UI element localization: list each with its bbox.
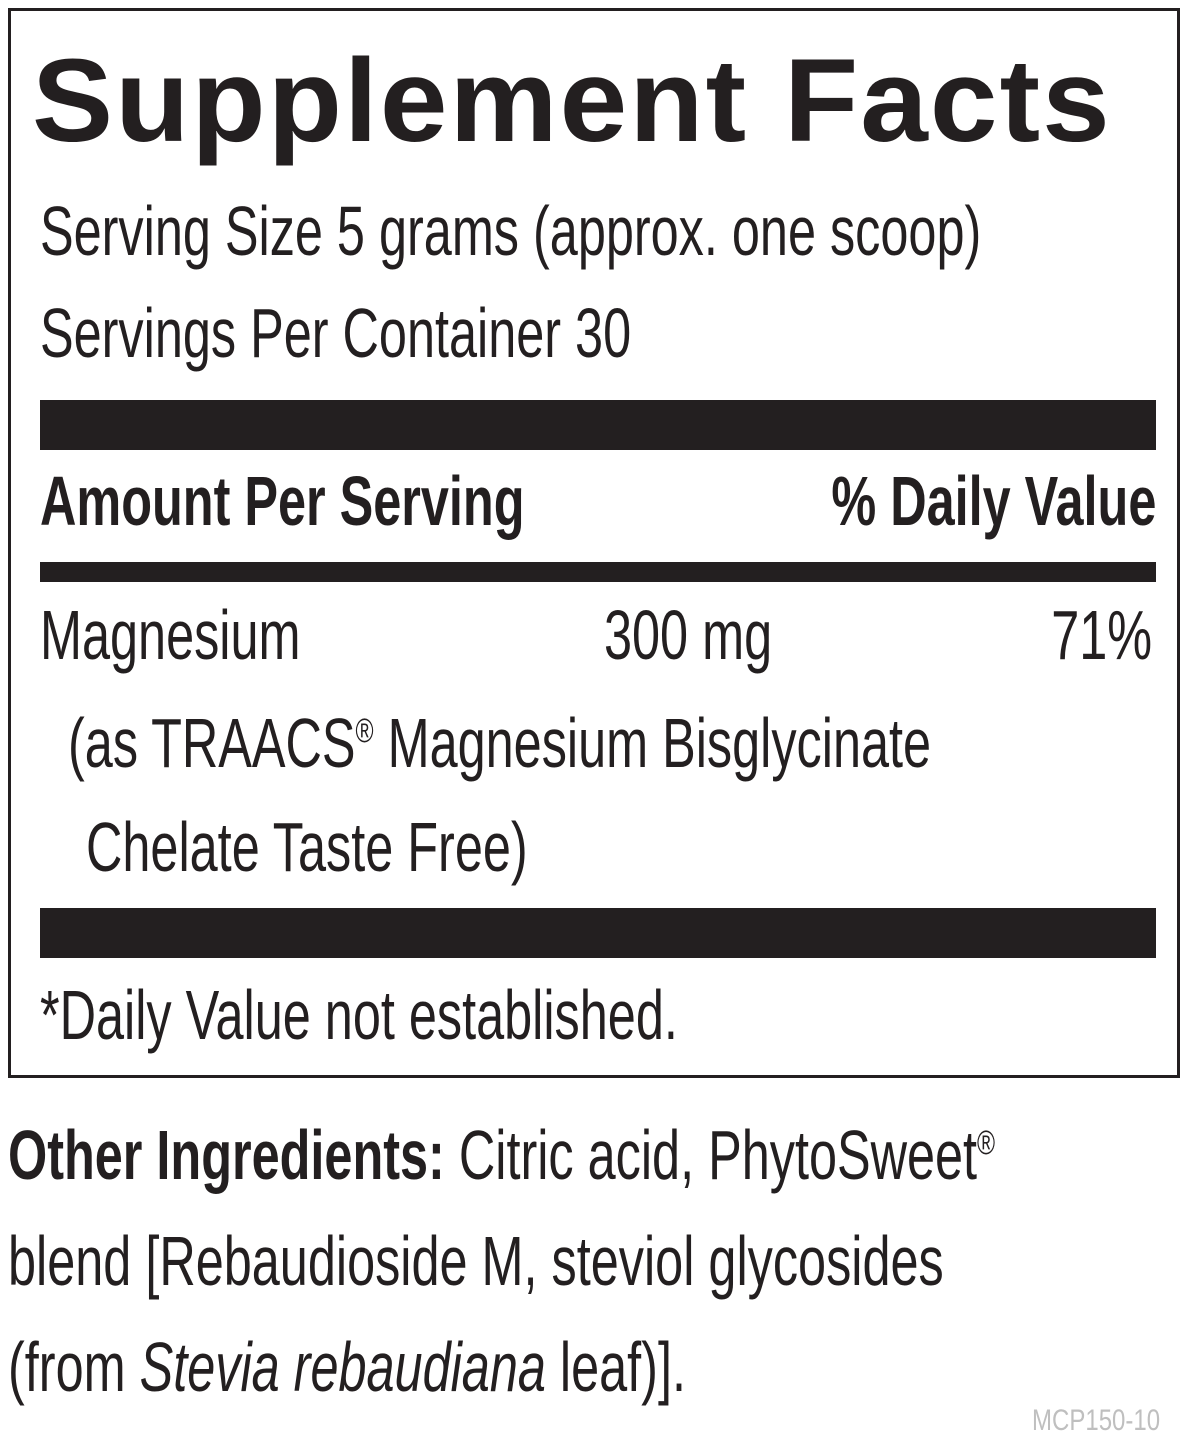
registered-mark-2: ®: [977, 1124, 996, 1162]
product-code: MCP150-10: [1031, 1404, 1160, 1437]
divider-thick-bottom: [40, 908, 1156, 958]
divider-medium: [40, 562, 1156, 582]
other-ingredients-heading: Other Ingredients:: [8, 1116, 445, 1194]
other-ingredients-line-2: blend [Rebaudioside M, steviol glycosides: [8, 1222, 944, 1300]
serving-size: Serving Size 5 grams (approx. one scoop): [40, 192, 982, 270]
label-title: Supplement Facts: [32, 35, 1112, 167]
nutrient-amount: 300 mg: [604, 596, 773, 674]
registered-mark: ®: [355, 712, 374, 750]
header-amount-per-serving: Amount Per Serving: [40, 462, 525, 540]
other-ingredients-line-1: Other Ingredients: Citric acid, PhytoSweet®: [8, 1116, 996, 1194]
divider-thick-top: [40, 400, 1156, 450]
header-daily-value: % Daily Value: [831, 462, 1156, 540]
other-ingredients-line-3: (from Stevia rebaudiana leaf)].: [8, 1328, 686, 1406]
nutrient-daily-value: 71%: [1051, 596, 1152, 674]
nutrient-source-line-1: (as TRAACS® Magnesium Bisglycinate: [68, 704, 932, 782]
nutrient-name: Magnesium: [40, 596, 301, 674]
nutrient-source-line-2: Chelate Taste Free): [86, 808, 528, 886]
servings-per-container: Servings Per Container 30: [40, 294, 632, 372]
footnote: *Daily Value not established.: [40, 976, 678, 1054]
